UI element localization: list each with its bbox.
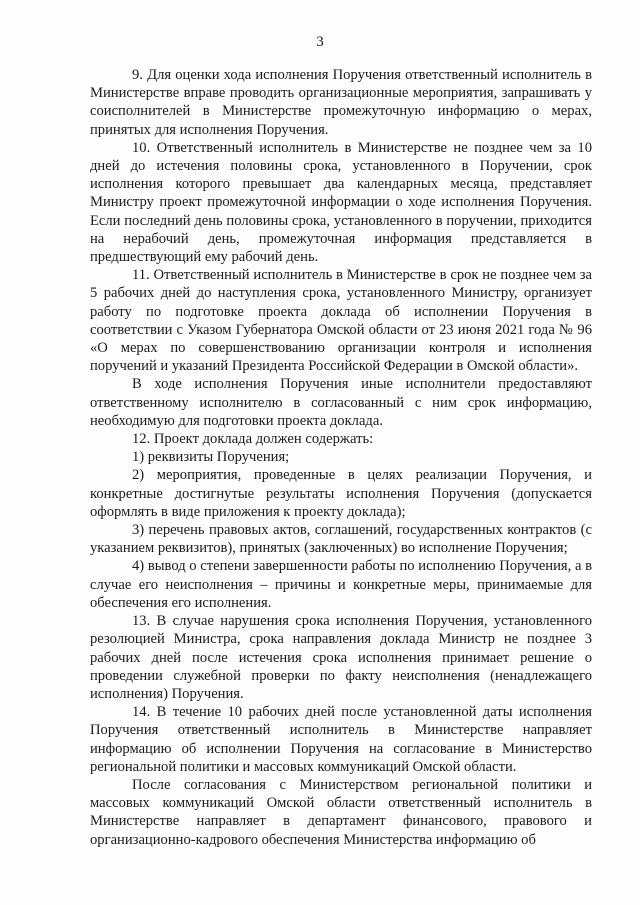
list-item-2: 2) мероприятия, проведенные в целях реализации Поручения, и конкретные достигнутые результаты исполнения Поручения (допускается оформлять в виде приложения к проекту доклада);	[90, 467, 592, 520]
paragraph-12-heading: 12. Проект доклада должен содержать:	[132, 431, 374, 448]
paragraph-14-continued: После согласования с Министерством региональной политики и массовых коммуникаций Омской области ответственный исполнитель в Министерстве направляет в департамент финансового, правового и организационно-кадрового обеспечения Министерства информацию об	[90, 776, 592, 848]
paragraph-13: 13. В случае нарушения срока исполнения Поручения, установленного резолюцией Министра, срока направления доклада Министр не позднее 3 рабочих дней после истечения срока исполнения принимает решение о проведении служебной проверки по факту неисполнения (ненадлежащего исполнения) Поручения.	[90, 613, 592, 702]
page-number: 3	[316, 34, 324, 50]
paragraph-10: 10. Ответственный исполнитель в Министерстве не позднее чем за 10 дней до истечения половины срока, установленного в Поручении, срок исполнения которого превышает два календарных месяца, представляет Министру проект промежуточной информации о ходе исполнения Поручения. Если последний день половины срока, установленного в поручении, приходится на нерабочий день, промежуточная информация представляется в предшествующий ему рабочий день.	[90, 139, 592, 266]
document-body	[90, 66, 592, 849]
list-item-4: 4) вывод о степени завершенности работы по исполнению Поручения, а в случае его неисполнения – причины и конкретные меры, принимаемые для обеспечения его исполнения.	[90, 558, 592, 611]
paragraph-11: 11. Ответственный исполнитель в Министерстве в срок не позднее чем за 5 рабочих дней до наступления срока, установленного Министру, организует работу по подготовке проекта доклада об исполнении Поручения в соответствии с Указом Губернатора Омской области от 23 июня 2021 года № 96 «О мерах по совершенствованию организации контроля и исполнения поручений и указаний Президента Российской Федерации в Омской области».	[90, 267, 592, 375]
list-item-3: 3) перечень правовых актов, соглашений, государственных контрактов (с указанием реквизитов), принятых (заключенных) во исполнение Поручения;	[90, 522, 592, 557]
paragraph-11-continued: В ходе исполнения Поручения иные исполнители предоставляют ответственному исполнителю в согласованный с ним срок информацию, необходимую для подготовки проекта доклада.	[90, 376, 592, 429]
list-item-1: 1) реквизиты Поручения;	[132, 449, 290, 466]
paragraph-14: 14. В течение 10 рабочих дней после установленной даты исполнения Поручения ответственный исполнитель в Министерстве направляет информацию об исполнении Поручения на согласование в Министерство региональной политики и массовых коммуникаций Омской области.	[90, 704, 592, 775]
paragraph-9: 9. Для оценки хода исполнения Поручения ответственный исполнитель в Министерстве вправе проводить организационные мероприятия, запрашивать у соисполнителей в Министерстве промежуточную информацию о мерах, принятых для исполнения Поручения.	[90, 67, 592, 138]
